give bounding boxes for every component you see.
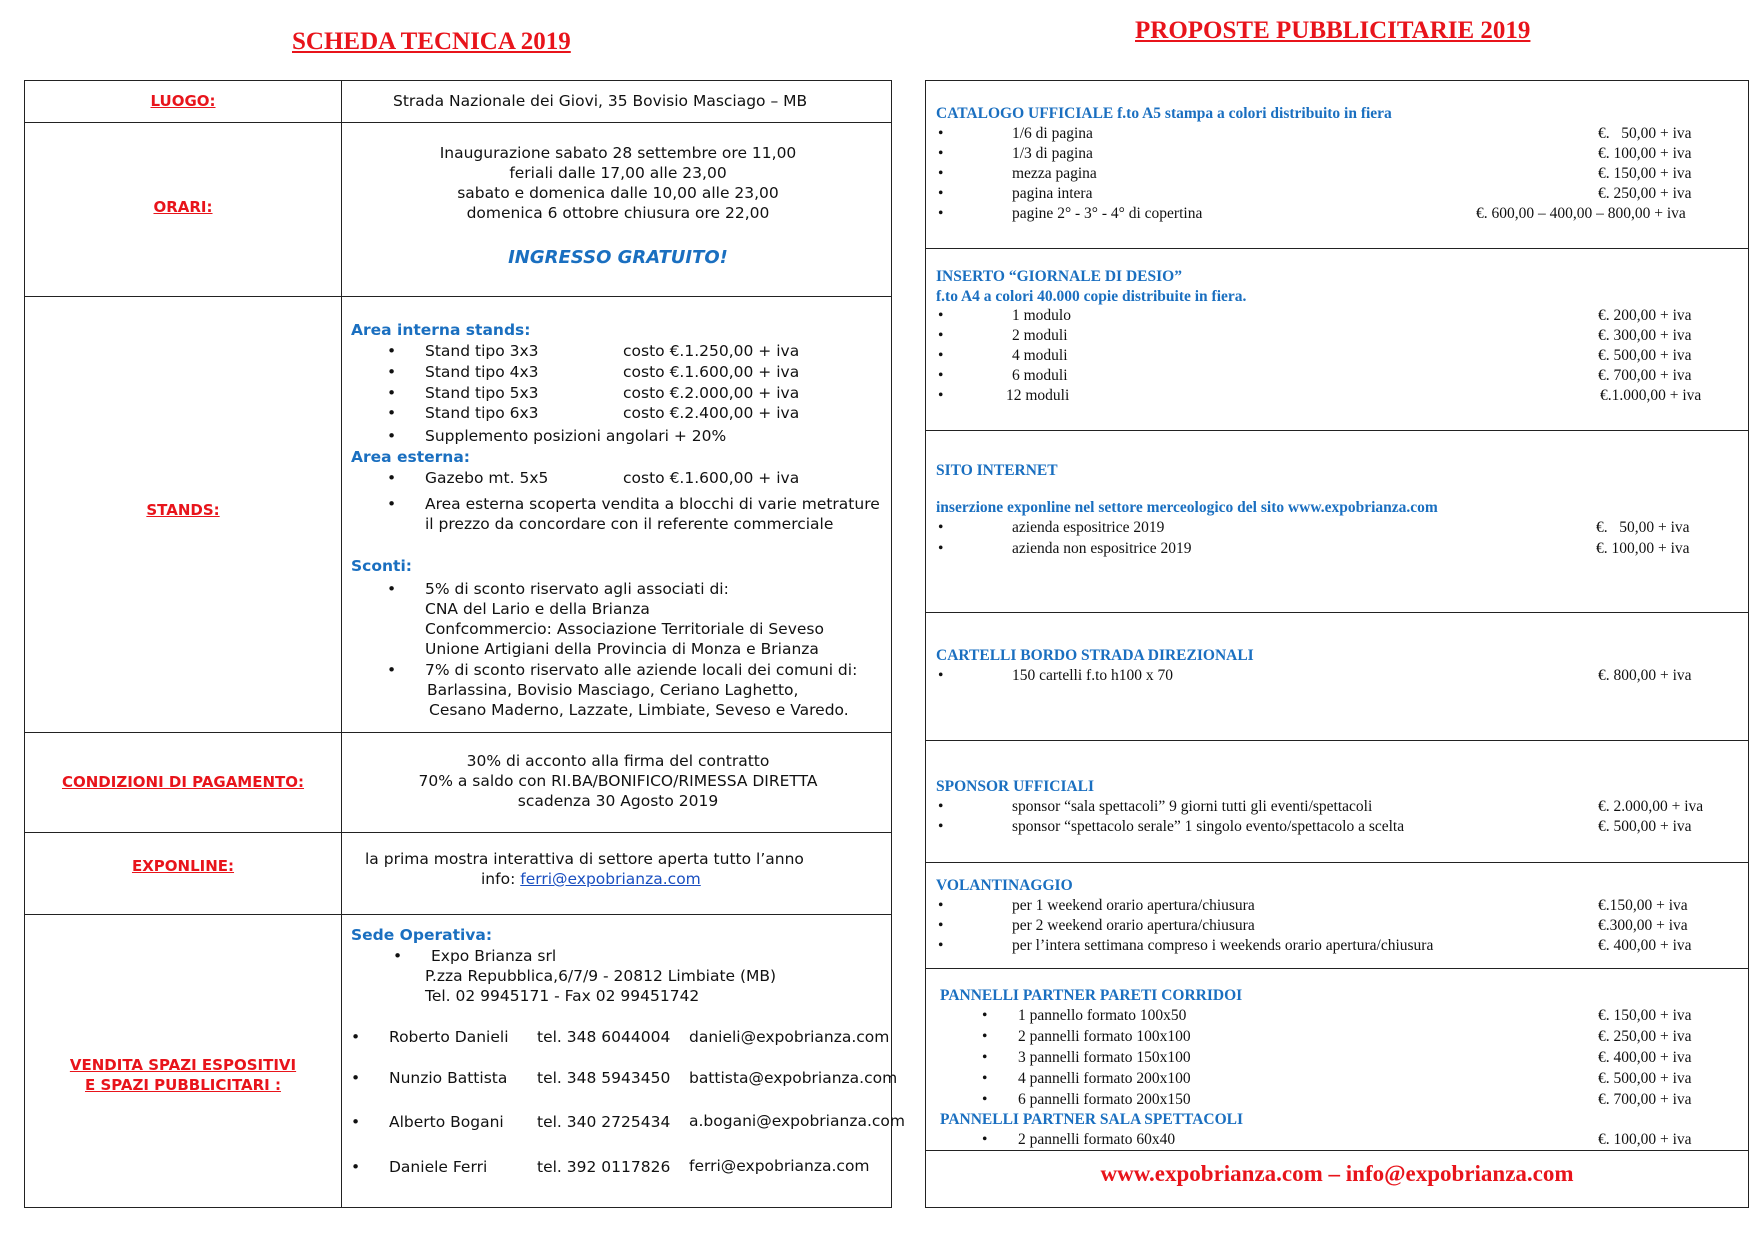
volantinaggio-price: €. 400,00 + iva xyxy=(1598,937,1692,954)
inserto-item: 6 moduli xyxy=(1012,367,1068,384)
contact-name: • Daniele Ferri xyxy=(389,1157,487,1178)
sede-line: P.zza Repubblica,6/7/9 - 20812 Limbiate (MB) xyxy=(425,967,777,985)
exponline-email-link[interactable]: ferri@expobrianza.com xyxy=(520,870,701,888)
ingresso-gratuito: INGRESSO GRATUITO! xyxy=(508,247,728,268)
section-catalogo xyxy=(926,81,1748,249)
bullet: • xyxy=(938,519,944,536)
right-title: PROPOSTE PUBBLICITARIE 2019 xyxy=(1135,17,1531,44)
inserto-price: €.1.000,00 + iva xyxy=(1600,387,1702,404)
stand-4x3-name: • Stand tipo 4x3 xyxy=(425,362,539,383)
sito-price: €. 50,00 + iva xyxy=(1596,519,1690,536)
pannelli-price: €. 150,00 + iva xyxy=(1598,1007,1692,1024)
inserto-subtitle: f.to A4 a colori 40.000 copie distribuite in fiera. xyxy=(936,288,1247,305)
pagamento-line: scadenza 30 Agosto 2019 xyxy=(517,792,719,810)
stand-6x3-cost: costo €.2.400,00 + iva xyxy=(623,404,800,422)
area-scoperta: • Area esterna scoperta vendita a blocchi di varie metrature xyxy=(425,494,880,515)
pannelli-item: 2 pannelli formato 100x100 xyxy=(1018,1028,1191,1045)
sede-title: Sede Operativa: xyxy=(351,926,493,944)
catalogo-price: €. 150,00 + iva xyxy=(1598,165,1692,182)
bullet: • xyxy=(938,917,944,934)
catalogo-price: €. 50,00 + iva xyxy=(1598,125,1692,142)
volantinaggio-item: per l’intera settimana compreso i weekends orario apertura/chiusura xyxy=(1012,937,1434,954)
bullet: • xyxy=(938,307,944,324)
volantinaggio-title: VOLANTINAGGIO xyxy=(936,877,1073,894)
bullet: • xyxy=(982,1007,988,1024)
exponline-line: la prima mostra interattiva di settore aperta tutto l’anno xyxy=(365,850,804,868)
contact-email[interactable]: a.bogani@expobrianza.com xyxy=(689,1112,905,1130)
bullet: • xyxy=(938,540,944,557)
volantinaggio-item: per 1 weekend orario apertura/chiusura xyxy=(1012,897,1255,914)
pannelli-item: 6 pannelli formato 200x150 xyxy=(1018,1091,1191,1108)
row-stands xyxy=(25,297,891,733)
inserto-price: €. 300,00 + iva xyxy=(1598,327,1692,344)
stand-5x3-cost: costo €.2.000,00 + iva xyxy=(623,384,800,402)
pannelli-title: PANNELLI PARTNER PARETI CORRIDOI xyxy=(940,987,1243,1004)
gazebo-cost: costo €.1.600,00 + iva xyxy=(623,469,800,487)
left-title: SCHEDA TECNICA 2019 xyxy=(292,28,571,55)
luogo-value: Strada Nazionale dei Giovi, 35 Bovisio Masciago – MB xyxy=(393,92,808,110)
stands-label: STANDS: xyxy=(146,501,220,519)
sconti-title: Sconti: xyxy=(351,557,412,575)
catalogo-item: 1/6 di pagina xyxy=(1012,125,1093,142)
contact-tel: tel. 348 6044004 xyxy=(537,1028,671,1046)
section-sito xyxy=(926,431,1748,613)
contact-email[interactable]: ferri@expobrianza.com xyxy=(689,1157,870,1175)
pannelli-sala-price: €. 100,00 + iva xyxy=(1598,1131,1692,1148)
sponsor-item: sponsor “spettacolo serale” 1 singolo evento/spettacolo a scelta xyxy=(1012,818,1405,835)
bullet: • xyxy=(938,185,944,202)
bullet: • xyxy=(938,798,944,815)
volantinaggio-item: per 2 weekend orario apertura/chiusura xyxy=(1012,917,1255,934)
contact-tel: tel. 340 2725434 xyxy=(537,1113,671,1131)
bullet: • xyxy=(982,1131,988,1148)
catalogo-item: mezza pagina xyxy=(1012,165,1097,182)
proposte-table xyxy=(925,80,1749,1208)
sconto-line: Unione Artigiani della Provincia di Monza e Brianza xyxy=(425,640,819,658)
row-orari xyxy=(25,123,891,297)
pannelli-item: 1 pannello formato 100x50 xyxy=(1018,1007,1187,1024)
bullet: • xyxy=(938,205,944,222)
bullet: • xyxy=(938,347,944,364)
bullet: • xyxy=(938,667,944,684)
bullet: • xyxy=(938,818,944,835)
scheda-tecnica-table xyxy=(24,80,905,1208)
bullet: • xyxy=(938,367,944,384)
stand-3x3-cost: costo €.1.250,00 + iva xyxy=(623,342,800,360)
bullet: • xyxy=(938,145,944,162)
stand-3x3-name: • Stand tipo 3x3 xyxy=(425,341,539,362)
sito-title: SITO INTERNET xyxy=(936,462,1058,479)
pannelli-item: 4 pannelli formato 200x100 xyxy=(1018,1070,1191,1087)
bullet: • xyxy=(938,125,944,142)
luogo-label: LUOGO: xyxy=(150,92,216,110)
info-prefix: info: xyxy=(481,870,521,888)
sconto-line: Barlassina, Bovisio Masciago, Ceriano Laghetto, xyxy=(427,681,799,699)
catalogo-price: €. 600,00 – 400,00 – 800,00 + iva xyxy=(1476,205,1686,222)
pannelli-price: €. 500,00 + iva xyxy=(1598,1070,1692,1087)
sito-item: azienda non espositrice 2019 xyxy=(1012,540,1192,557)
contact-email[interactable]: battista@expobrianza.com xyxy=(689,1069,898,1087)
cartelli-title: CARTELLI BORDO STRADA DIREZIONALI xyxy=(936,647,1254,664)
bullet: • xyxy=(982,1070,988,1087)
contact-tel: tel. 348 5943450 xyxy=(537,1069,671,1087)
orari-line: Inaugurazione sabato 28 settembre ore 11,00 xyxy=(439,144,797,162)
sconto-line: Cesano Maderno, Lazzate, Limbiate, Seveso e Varedo. xyxy=(429,701,849,719)
row-vendita xyxy=(25,915,905,1209)
orari-label: ORARI: xyxy=(153,198,213,216)
catalogo-item: 1/3 di pagina xyxy=(1012,145,1093,162)
exponline-info xyxy=(481,869,701,890)
bullet: • xyxy=(938,165,944,182)
pagamento-line: 30% di acconto alla firma del contratto xyxy=(466,752,770,770)
inserto-item: 4 moduli xyxy=(1012,347,1068,364)
contact-name: • Alberto Bogani xyxy=(389,1112,504,1133)
row-luogo xyxy=(25,81,891,123)
sito-item: azienda espositrice 2019 xyxy=(1012,519,1165,536)
bullet: • xyxy=(938,327,944,344)
contact-name: • Nunzio Battista xyxy=(389,1068,507,1089)
sito-subtitle: inserzione exponline nel settore merceologico del sito www.expobrianza.com xyxy=(936,499,1438,516)
inserto-item: 1 modulo xyxy=(1012,307,1071,324)
pannelli-price: €. 400,00 + iva xyxy=(1598,1049,1692,1066)
pannelli-item: 3 pannelli formato 150x100 xyxy=(1018,1049,1191,1066)
inserto-title: INSERTO “GIORNALE DI DESIO” xyxy=(936,268,1182,285)
pannelli-sala-item: 2 pannelli formato 60x40 xyxy=(1018,1131,1176,1148)
pagamento-line: 70% a saldo con RI.BA/BONIFICO/RIMESSA DIRETTA xyxy=(418,772,818,790)
inserto-price: €. 700,00 + iva xyxy=(1598,367,1692,384)
volantinaggio-price: €.300,00 + iva xyxy=(1598,917,1688,934)
pannelli-sala-title: PANNELLI PARTNER SALA SPETTACOLI xyxy=(940,1111,1244,1128)
bullet: • xyxy=(938,937,944,954)
orari-line: feriali dalle 17,00 alle 23,00 xyxy=(509,164,727,182)
inserto-item: 2 moduli xyxy=(1012,327,1068,344)
stand-5x3-name: • Stand tipo 5x3 xyxy=(425,383,539,404)
section-volantinaggio xyxy=(926,863,1748,969)
sponsor-price: €. 2.000,00 + iva xyxy=(1598,798,1704,815)
sede-line: Tel. 02 9945171 - Fax 02 99451742 xyxy=(425,987,700,1005)
section-inserto xyxy=(926,249,1748,431)
inserto-item: 12 moduli xyxy=(1006,387,1070,404)
sconto-line: • 7% di sconto riservato alle aziende locali dei comuni di: xyxy=(425,660,857,681)
pagamento-label: CONDIZIONI DI PAGAMENTO: xyxy=(61,773,305,791)
bullet: • xyxy=(982,1091,988,1108)
sede-line: • Expo Brianza srl xyxy=(431,946,556,967)
catalogo-item: pagine 2° - 3° - 4° di copertina xyxy=(1012,205,1203,222)
catalogo-price: €. 250,00 + iva xyxy=(1598,185,1692,202)
catalogo-price: €. 100,00 + iva xyxy=(1598,145,1692,162)
area-interna-title: Area interna stands: xyxy=(351,321,531,339)
bullet: • xyxy=(938,387,944,404)
orari-line: sabato e domenica dalle 10,00 alle 23,00 xyxy=(457,184,779,202)
row-exponline xyxy=(25,833,891,915)
sito-price: €. 100,00 + iva xyxy=(1596,540,1690,557)
gazebo-name: • Gazebo mt. 5x5 xyxy=(425,468,548,489)
footer-contacts[interactable]: www.expobrianza.com – info@expobrianza.com xyxy=(1100,1161,1574,1186)
orari-line: domenica 6 ottobre chiusura ore 22,00 xyxy=(466,204,770,222)
section-cartelli xyxy=(926,613,1748,741)
inserto-price: €. 200,00 + iva xyxy=(1598,307,1692,324)
bullet: • xyxy=(982,1049,988,1066)
section-pannelli xyxy=(926,969,1748,1151)
catalogo-title: CATALOGO UFFICIALE f.to A5 stampa a colori distribuito in fiera xyxy=(936,105,1392,122)
volantinaggio-price: €.150,00 + iva xyxy=(1598,897,1688,914)
stand-6x3-name: • Stand tipo 6x3 xyxy=(425,403,539,424)
vendita-label: VENDITA SPAZI ESPOSITIVI xyxy=(69,1056,297,1074)
contact-name: • Roberto Danieli xyxy=(389,1027,509,1048)
sconto-line: Confcommercio: Associazione Territoriale di Seveso xyxy=(425,620,824,638)
catalogo-item: pagina intera xyxy=(1012,185,1093,202)
sconto-line: • 5% di sconto riservato agli associati di: xyxy=(425,579,729,600)
row-pagamento xyxy=(25,733,891,833)
exponline-label: EXPONLINE: xyxy=(131,857,235,875)
sconto-line: CNA del Lario e della Brianza xyxy=(425,600,650,618)
cartelli-item: 150 cartelli f.to h100 x 70 xyxy=(1012,667,1173,684)
supplemento: • Supplemento posizioni angolari + 20% xyxy=(425,426,726,447)
pannelli-price: €. 250,00 + iva xyxy=(1598,1028,1692,1045)
area-esterna-title: Area esterna: xyxy=(351,448,471,466)
cartelli-price: €. 800,00 + iva xyxy=(1598,667,1692,684)
contact-tel: tel. 392 0117826 xyxy=(537,1158,671,1176)
sponsor-title: SPONSOR UFFICIALI xyxy=(936,778,1095,795)
section-sponsor xyxy=(926,741,1748,863)
bullet: • xyxy=(982,1028,988,1045)
area-scoperta: il prezzo da concordare con il referente commerciale xyxy=(425,515,834,533)
pannelli-price: €. 700,00 + iva xyxy=(1598,1091,1692,1108)
inserto-price: €. 500,00 + iva xyxy=(1598,347,1692,364)
contact-email[interactable]: danieli@expobrianza.com xyxy=(689,1028,890,1046)
sponsor-price: €. 500,00 + iva xyxy=(1598,818,1692,835)
vendita-label: E SPAZI PUBBLICITARI : xyxy=(85,1076,281,1094)
sponsor-item: sponsor “sala spettacoli” 9 giorni tutti gli eventi/spettacoli xyxy=(1012,798,1373,815)
bullet: • xyxy=(938,897,944,914)
stand-4x3-cost: costo €.1.600,00 + iva xyxy=(623,363,800,381)
